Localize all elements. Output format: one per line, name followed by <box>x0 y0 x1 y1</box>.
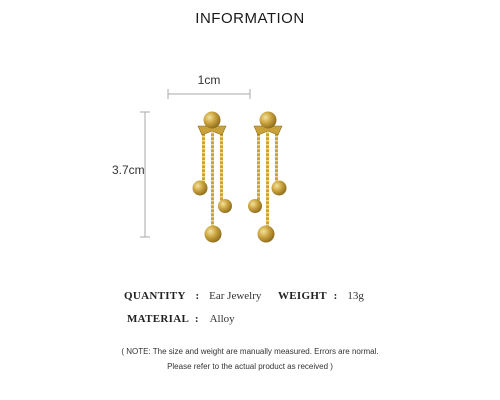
quantity-separator: : <box>195 290 200 302</box>
quantity-value: Ear Jewelry <box>209 290 262 302</box>
weight-value: 13g <box>347 290 364 302</box>
right-earring <box>248 112 287 243</box>
note-line-2: Please refer to the actual product as received ) <box>167 362 333 371</box>
weight-row <box>278 290 364 302</box>
material-row <box>127 313 235 325</box>
height-dimension-line <box>140 112 150 237</box>
material-value: Alloy <box>209 313 235 325</box>
height-dimension-label: 3.7cm <box>112 163 145 177</box>
note-line-1: ( NOTE: The size and weight are manually measured. Errors are normal. <box>121 347 379 356</box>
width-dimension-label: 1cm <box>197 73 221 87</box>
page-title: INFORMATION <box>195 10 305 27</box>
material-separator: : <box>194 313 199 325</box>
weight-separator: : <box>333 290 338 302</box>
material-label: MATERIAL <box>127 313 190 325</box>
left-earring <box>193 112 233 243</box>
width-dimension-line <box>168 89 250 99</box>
quantity-label: QUANTITY <box>124 290 186 302</box>
weight-label: WEIGHT <box>278 290 327 302</box>
quantity-row <box>124 290 261 302</box>
